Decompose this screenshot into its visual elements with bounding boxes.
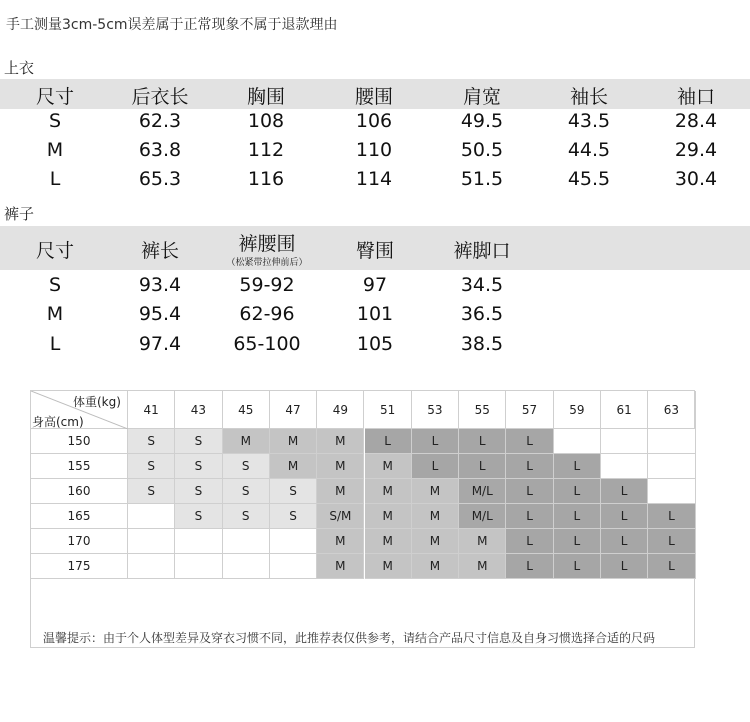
weight-header-cell: 47: [270, 391, 317, 429]
size-cell: [648, 479, 695, 504]
size-cell: S: [175, 429, 222, 454]
size-cell: M: [365, 554, 412, 579]
size-cell: [128, 504, 175, 529]
top-cell: 51.5: [460, 168, 504, 190]
size-cell: S: [175, 479, 222, 504]
weight-header-cell: 59: [554, 391, 601, 429]
size-cell: L: [506, 454, 553, 479]
size-cell: S: [223, 479, 270, 504]
pants-cell: 105: [356, 333, 394, 355]
weight-header-cell: 63: [648, 391, 695, 429]
top-cell: 50.5: [460, 139, 504, 161]
pants-cell: 95.4: [138, 303, 182, 325]
weight-header-cell: 57: [506, 391, 553, 429]
size-cell: L: [601, 554, 648, 579]
size-cell: M/L: [459, 479, 506, 504]
pants-header-cell: 尺寸: [35, 240, 75, 262]
size-cell: M: [365, 529, 412, 554]
size-cell: M: [365, 479, 412, 504]
size-cell: S: [128, 454, 175, 479]
size-cell: L: [648, 504, 695, 529]
height-row-label: 160: [31, 479, 128, 504]
size-cell: L: [412, 454, 459, 479]
height-row-label: 155: [31, 454, 128, 479]
size-cell: S: [270, 479, 317, 504]
size-cell: S: [223, 504, 270, 529]
size-cell: L: [601, 504, 648, 529]
top-cell: 112: [247, 139, 285, 161]
size-cell: L: [554, 454, 601, 479]
size-cell: L: [648, 554, 695, 579]
top-cell: 45.5: [567, 168, 611, 190]
height-row-label: 175: [31, 554, 128, 579]
pants-cell: 101: [356, 303, 394, 325]
top-header-cell: 腰围: [354, 86, 394, 108]
pants-cell: S: [48, 274, 62, 296]
weight-header-cell: 43: [175, 391, 222, 429]
pants-cell: 65-100: [233, 333, 301, 355]
height-row-label: 170: [31, 529, 128, 554]
size-cell: S: [175, 454, 222, 479]
top-header-cell: 后衣长: [131, 86, 189, 108]
size-cell: L: [648, 529, 695, 554]
size-cell: S: [270, 504, 317, 529]
size-cell: [270, 529, 317, 554]
pants-cell: 59-92: [239, 274, 295, 296]
size-cell: [601, 429, 648, 454]
pants-cell: 38.5: [460, 333, 504, 355]
top-cell: 65.3: [138, 168, 182, 190]
size-cell: L: [601, 529, 648, 554]
size-cell: M: [317, 479, 364, 504]
size-cell: M: [223, 429, 270, 454]
size-cell: L: [506, 504, 553, 529]
size-cell: M: [412, 479, 459, 504]
size-cell: L: [506, 554, 553, 579]
size-cell: M: [365, 504, 412, 529]
top-header-cell: 袖长: [569, 86, 609, 108]
top-cell: 28.4: [674, 110, 718, 132]
pants-cell: 62-96: [239, 303, 295, 325]
size-cell: [270, 554, 317, 579]
weight-header-cell: 55: [459, 391, 506, 429]
size-cell: L: [459, 454, 506, 479]
pants-cell: 97: [362, 274, 388, 296]
weight-header-cell: 45: [223, 391, 270, 429]
size-cell: [128, 554, 175, 579]
top-cell: 110: [355, 139, 393, 161]
pants-section-title: 裤子: [4, 205, 35, 223]
size-cell: [648, 454, 695, 479]
size-cell: M: [270, 429, 317, 454]
height-row-label: 165: [31, 504, 128, 529]
size-cell: S: [175, 504, 222, 529]
weight-axis-label: 体重(kg): [73, 395, 121, 409]
size-cell: M/L: [459, 504, 506, 529]
size-cell: L: [506, 479, 553, 504]
pants-header-cell: 裤长: [140, 240, 180, 262]
pants-cell: 93.4: [138, 274, 182, 296]
size-cell: M: [317, 529, 364, 554]
size-cell: L: [506, 429, 553, 454]
size-cell: M: [317, 554, 364, 579]
top-header-cell: 尺寸: [35, 86, 75, 108]
top-header-cell: 袖口: [676, 86, 716, 108]
size-cell: S: [128, 479, 175, 504]
size-cell: [554, 429, 601, 454]
pants-cell: 34.5: [460, 274, 504, 296]
top-cell: 114: [355, 168, 393, 190]
size-cell: M: [412, 529, 459, 554]
size-cell: L: [554, 529, 601, 554]
size-cell: [223, 529, 270, 554]
pants-waist-note: （松紧带拉伸前后）: [226, 258, 308, 268]
size-cell: S/M: [317, 504, 364, 529]
size-cell: L: [506, 529, 553, 554]
size-cell: [223, 554, 270, 579]
top-cell: 29.4: [674, 139, 718, 161]
pants-header-cell: 臀围: [355, 240, 395, 262]
size-cell: M: [365, 454, 412, 479]
size-cell: M: [459, 554, 506, 579]
pants-cell: 97.4: [138, 333, 182, 355]
top-cell: 116: [247, 168, 285, 190]
size-cell: [601, 454, 648, 479]
size-cell: [175, 529, 222, 554]
top-cell: 106: [355, 110, 393, 132]
top-cell: S: [48, 110, 62, 132]
grid-corner-cell: [31, 391, 128, 429]
top-cell: 30.4: [674, 168, 718, 190]
top-cell: 43.5: [567, 110, 611, 132]
size-cell: M: [459, 529, 506, 554]
size-cell: L: [412, 429, 459, 454]
top-cell: M: [46, 139, 64, 161]
size-tip: 温馨提示：由于个人体型差异及穿衣习惯不同，此推荐表仅供参考，请结合产品尺寸信息及自身习惯选择合适的尺码: [43, 631, 656, 645]
size-cell: L: [554, 479, 601, 504]
weight-header-cell: 49: [317, 391, 364, 429]
pants-header-cell: 裤脚口: [453, 240, 511, 262]
pants-cell: 36.5: [460, 303, 504, 325]
size-cell: L: [554, 554, 601, 579]
top-header-cell: 胸围: [246, 86, 286, 108]
size-cell: M: [317, 454, 364, 479]
measurement-note: 手工测量3cm-5cm误差属于正常现象不属于退款理由: [6, 17, 338, 33]
size-cell: L: [365, 429, 412, 454]
top-section-title: 上衣: [4, 59, 35, 77]
top-cell: 44.5: [567, 139, 611, 161]
size-recommendation-grid: [30, 390, 695, 648]
size-cell: S: [128, 429, 175, 454]
size-cell: M: [412, 504, 459, 529]
weight-header-cell: 53: [412, 391, 459, 429]
size-cell: L: [554, 504, 601, 529]
top-cell: 63.8: [138, 139, 182, 161]
pants-header-cell: 裤腰围: [238, 233, 296, 255]
size-cell: [175, 554, 222, 579]
weight-header-cell: 41: [128, 391, 175, 429]
pants-cell: M: [46, 303, 64, 325]
top-cell: 108: [247, 110, 285, 132]
height-axis-label: 身高(cm): [32, 415, 84, 429]
size-cell: [648, 429, 695, 454]
top-cell: L: [49, 168, 61, 190]
size-cell: L: [601, 479, 648, 504]
size-cell: L: [459, 429, 506, 454]
pants-cell: L: [49, 333, 61, 355]
size-cell: S: [223, 454, 270, 479]
top-cell: 62.3: [138, 110, 182, 132]
top-header-cell: 肩宽: [462, 86, 502, 108]
weight-header-cell: 51: [365, 391, 412, 429]
top-cell: 49.5: [460, 110, 504, 132]
weight-header-cell: 61: [601, 391, 648, 429]
height-row-label: 150: [31, 429, 128, 454]
size-cell: M: [270, 454, 317, 479]
size-cell: [128, 529, 175, 554]
size-cell: M: [317, 429, 364, 454]
size-cell: M: [412, 554, 459, 579]
